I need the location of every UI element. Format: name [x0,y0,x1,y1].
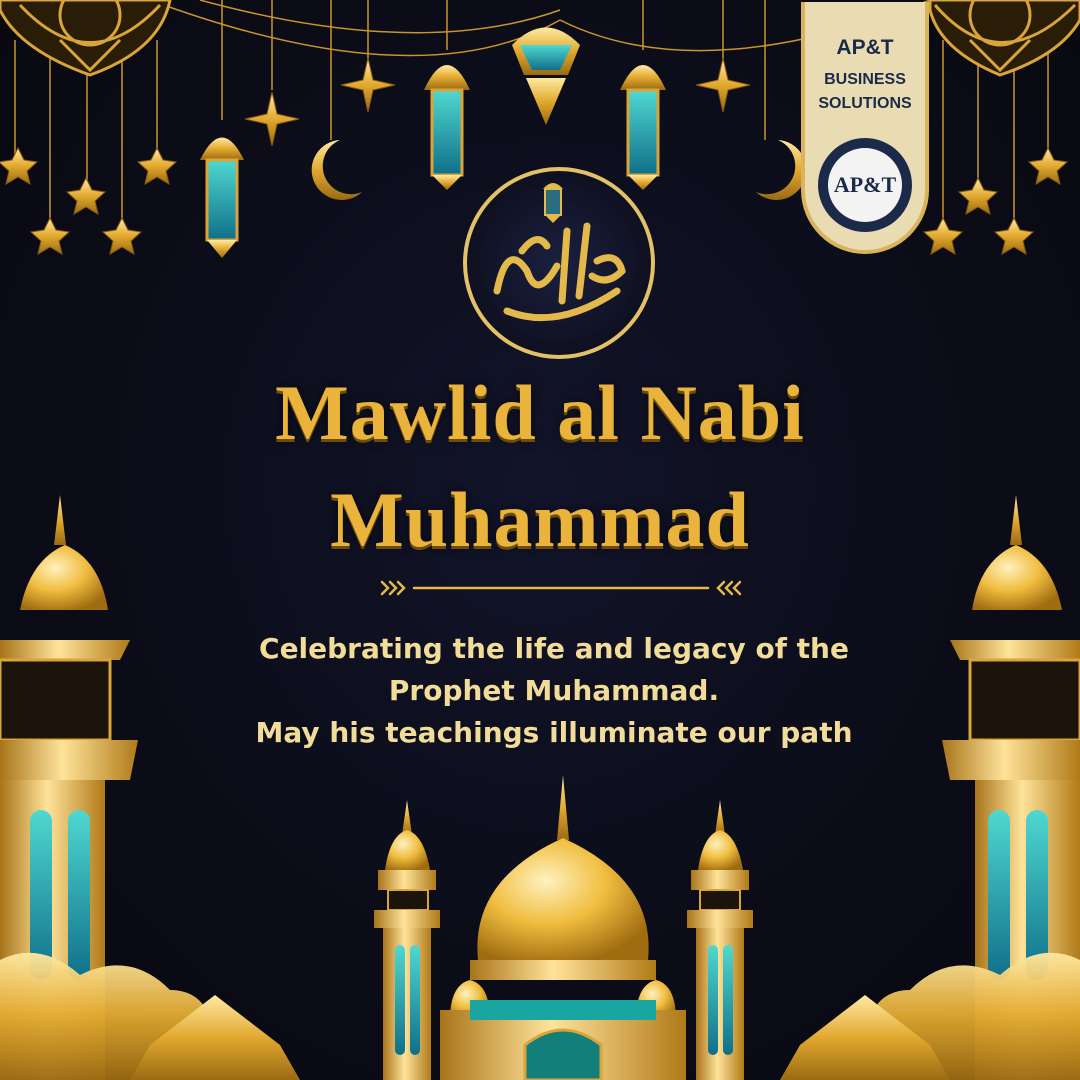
crescent-moon-icon [312,140,362,200]
corner-ornament-left [0,0,170,75]
title-line-2: Muhammad [330,476,750,563]
message-line-1: Celebrating the life and legacy of the [259,632,849,665]
star-icon [245,92,299,146]
star-icon [138,148,176,184]
ornamental-divider [380,578,742,598]
star-icon [103,218,141,254]
brand-tagline-line1: BUSINESS [824,71,906,88]
brand-badge [801,2,929,254]
star-icon [67,178,105,214]
message-line-2: Prophet Muhammad. [388,674,720,707]
brand-tagline-line2: SOLUTIONS [818,95,912,112]
corner-ornament-right [930,0,1080,75]
calligraphy-emblem [463,167,655,359]
message-line-3: May his teachings illuminate our path [255,716,853,749]
brand-tagline [805,68,925,116]
star-icon [1029,148,1067,184]
lantern-icon [620,65,666,190]
calligraphy-artwork [467,171,651,355]
brand-logo-text: AP&T [833,172,897,197]
lantern-icon [512,28,580,126]
star-icon [341,58,395,112]
star-icon [696,58,750,112]
star-icon [959,178,997,214]
star-icon [995,218,1033,254]
title-line-1: Mawlid al Nabi [275,369,805,456]
brand-name: AP&T [836,36,894,59]
star-icon [924,218,962,254]
star-icon [0,148,37,184]
mosque-icon [374,775,753,1080]
lantern-icon [543,183,563,223]
crescent-moon-icon [756,140,806,200]
star-icon [31,218,69,254]
lantern-icon [424,65,470,190]
lantern-icon [200,138,244,259]
brand-logo [818,138,912,232]
